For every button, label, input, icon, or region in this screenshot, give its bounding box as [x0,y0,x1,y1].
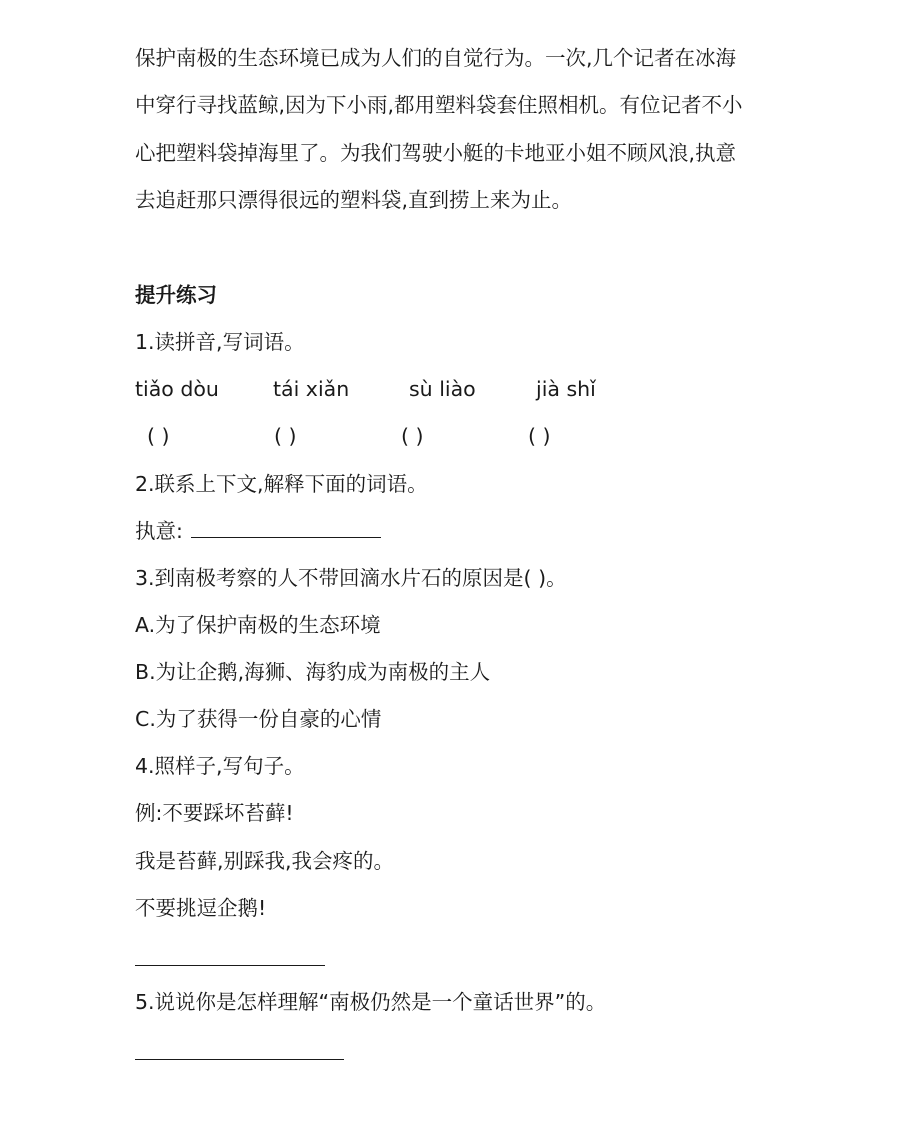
q5-answer-line[interactable] [135,1059,344,1060]
passage-line-3: 心把塑料袋掉海里了。为我们驾驶小艇的卡地亚小姐不顾风浪,执意 [135,141,737,165]
answer-blank-1[interactable]: ( ) [147,424,170,448]
q1-prompt: 1.读拼音,写词语。 [135,330,305,354]
answer-blank-2[interactable]: ( ) [274,424,297,448]
q1-answer-row [135,422,775,450]
pinyin-3: sù liào [409,377,476,401]
answer-blank-3[interactable]: ( ) [401,424,424,448]
q4-example-answer: 我是苔藓,别踩我,我会疼的。 [135,849,395,873]
q1-pinyin-row [135,375,775,403]
q3-option-a[interactable]: A.为了保护南极的生态环境 [135,613,381,637]
q4-example-label: 例:不要踩坏苔藓! [135,801,294,825]
answer-blank-4[interactable]: ( ) [528,424,551,448]
section-heading: 提升练习 [135,283,217,307]
q2-answer-line[interactable] [191,519,381,538]
q2-term-row [135,517,381,545]
q3-option-b[interactable]: B.为让企鹅,海狮、海豹成为南极的主人 [135,660,491,684]
q3-prompt: 3.到南极考察的人不带回滴水片石的原因是( )。 [135,566,567,590]
q2-term: 执意: [135,519,183,543]
pinyin-2: tái xiǎn [273,377,350,401]
passage-line-4: 去追赶那只漂得很远的塑料袋,直到捞上来为止。 [135,188,573,212]
q4-answer-line[interactable] [135,965,325,966]
q4-task: 不要挑逗企鹅! [135,896,267,920]
q3-option-c[interactable]: C.为了获得一份自豪的心情 [135,707,382,731]
q2-prompt: 2.联系上下文,解释下面的词语。 [135,472,428,496]
pinyin-4: jià shǐ [536,377,596,401]
q5-prompt: 5.说说你是怎样理解“南极仍然是一个童话世界”的。 [135,990,607,1014]
pinyin-1: tiǎo dòu [135,377,219,401]
q4-prompt: 4.照样子,写句子。 [135,754,305,778]
passage-line-1: 保护南极的生态环境已成为人们的自觉行为。一次,几个记者在冰海 [135,46,737,70]
passage-line-2: 中穿行寻找蓝鲸,因为下小雨,都用塑料袋套住照相机。有位记者不小 [135,93,743,117]
